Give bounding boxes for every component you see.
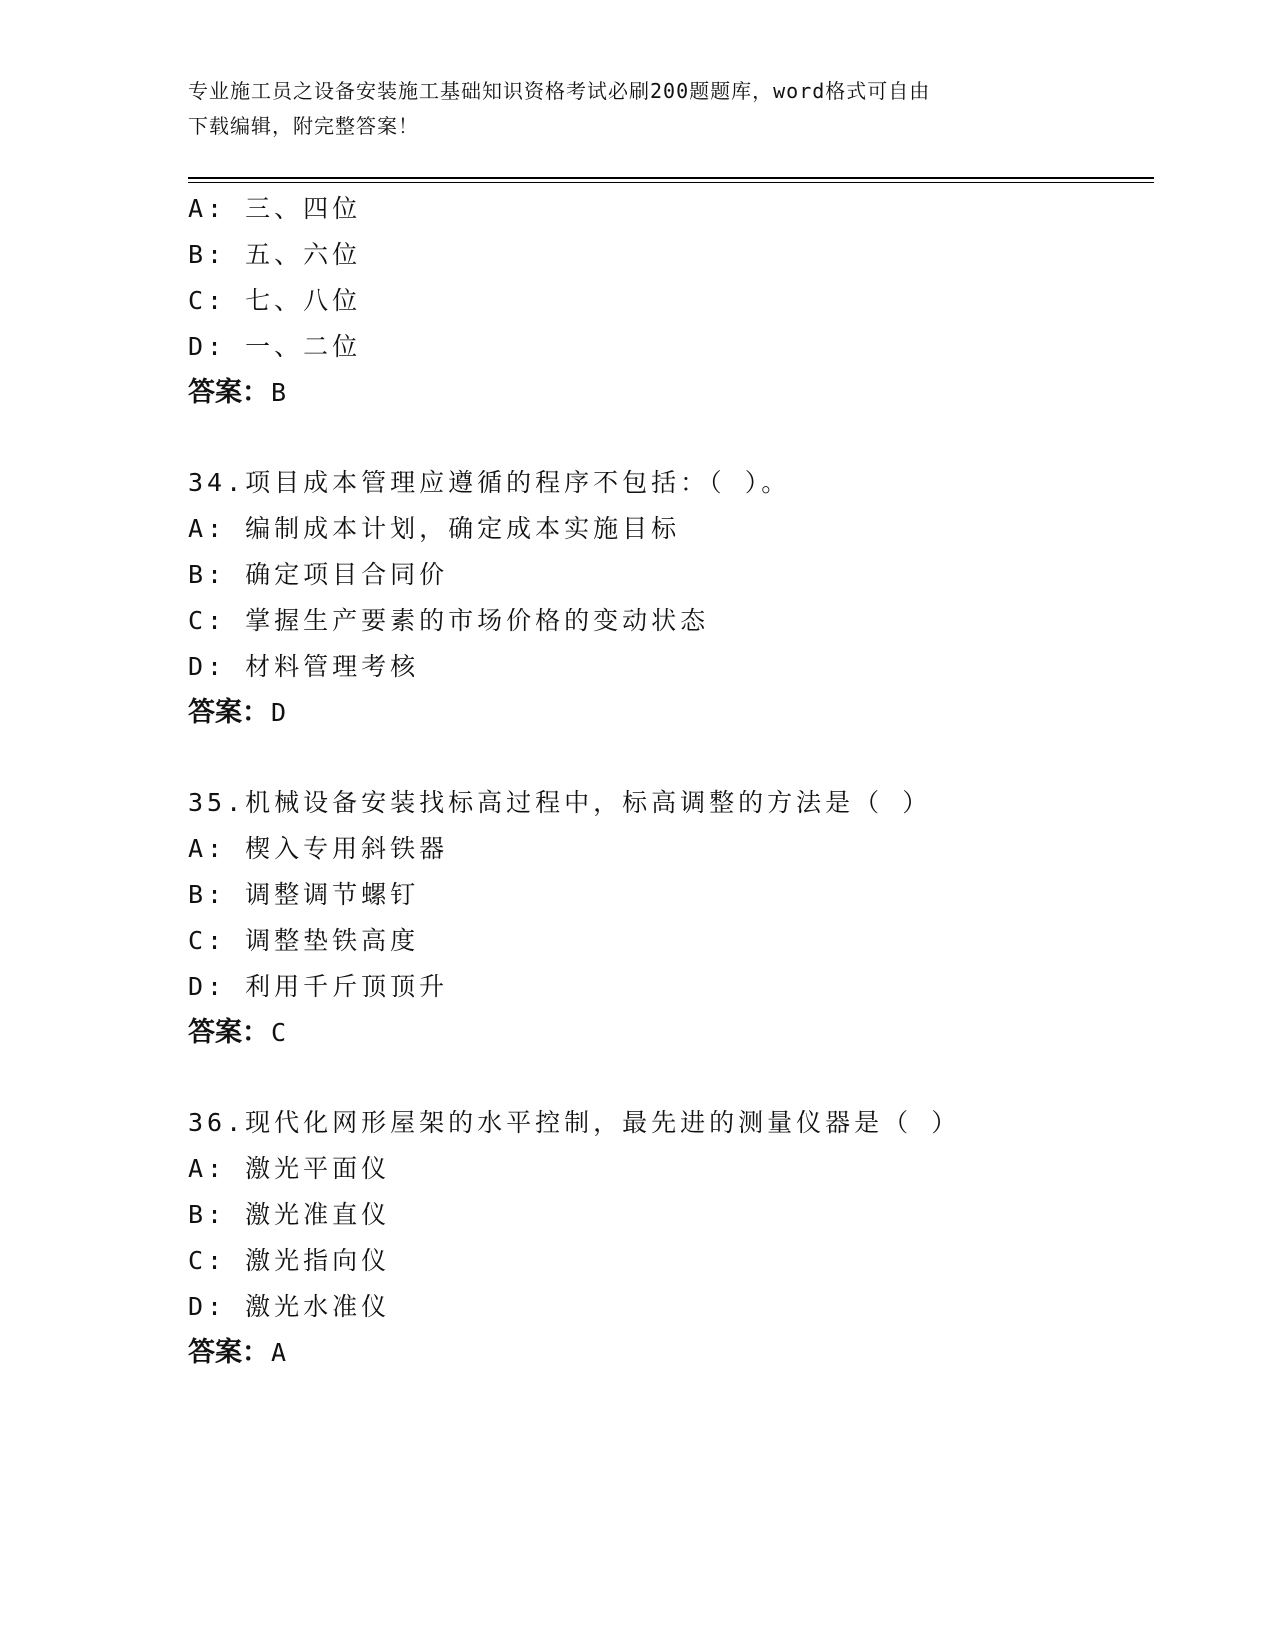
option-d: D: 激光水准仪 (188, 1292, 391, 1321)
option-c: C: 调整垫铁高度 (188, 926, 420, 955)
header-line-2: 下载编辑，附完整答案！ (188, 114, 419, 138)
answer-label: 答案： (188, 377, 269, 408)
answer-label: 答案： (188, 1017, 269, 1048)
option-a: A: 三、四位 (188, 194, 362, 223)
question-list (188, 186, 1154, 1376)
question-text: 34.项目成本管理应遵循的程序不包括：（ ）。 (188, 468, 791, 497)
answer-value: B (271, 378, 287, 407)
header-divider-thin (188, 182, 1154, 183)
document-header (188, 74, 1088, 144)
header-divider-thick (188, 177, 1154, 179)
option-d: D: 一、二位 (188, 332, 362, 361)
option-c: C: 激光指向仪 (188, 1246, 391, 1275)
option-b: B: 五、六位 (188, 240, 362, 269)
option-c: C: 七、八位 (188, 286, 362, 315)
question-spacer (188, 416, 1154, 460)
question-text: 36.现代化网形屋架的水平控制，最先进的测量仪器是（ ） (188, 1108, 961, 1137)
option-a: A: 编制成本计划，确定成本实施目标 (188, 514, 681, 543)
option-b: B: 激光准直仪 (188, 1200, 391, 1229)
option-b: B: 调整调节螺钉 (188, 880, 420, 909)
answer-row (188, 1010, 1154, 1056)
option-d: D: 材料管理考核 (188, 652, 420, 681)
answer-value: D (271, 698, 287, 727)
question-33 (188, 186, 1154, 416)
answer-value: A (271, 1338, 287, 1367)
question-34 (188, 460, 1154, 736)
answer-label: 答案： (188, 697, 269, 728)
answer-row (188, 1330, 1154, 1376)
answer-row (188, 370, 1154, 416)
option-a: A: 楔入专用斜铁器 (188, 834, 449, 863)
question-36 (188, 1100, 1154, 1376)
question-35 (188, 780, 1154, 1056)
header-line-1: 专业施工员之设备安装施工基础知识资格考试必刷200题题库，word格式可自由 (188, 79, 931, 103)
question-spacer (188, 1056, 1154, 1100)
option-a: A: 激光平面仪 (188, 1154, 391, 1183)
option-b: B: 确定项目合同价 (188, 560, 449, 589)
question-spacer (188, 736, 1154, 780)
question-text: 35.机械设备安装找标高过程中，标高调整的方法是（ ） (188, 788, 932, 817)
option-d: D: 利用千斤顶顶升 (188, 972, 449, 1001)
answer-row (188, 690, 1154, 736)
answer-value: C (271, 1018, 287, 1047)
answer-label: 答案： (188, 1337, 269, 1368)
option-c: C: 掌握生产要素的市场价格的变动状态 (188, 606, 710, 635)
